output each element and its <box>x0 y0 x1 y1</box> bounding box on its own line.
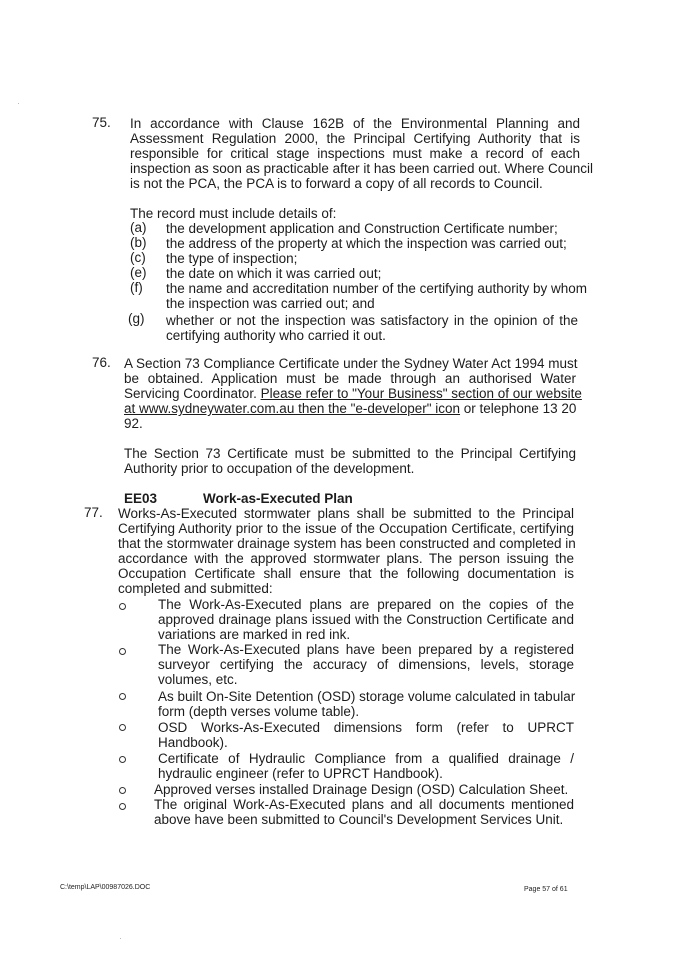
list-item-text: the type of inspection; <box>166 251 298 266</box>
clause-77-line: accordance with the approved stormwater plans. The person issuing the <box>118 551 574 566</box>
clause-number-76: 76. <box>92 355 111 370</box>
condition-code: EE03 <box>124 491 158 506</box>
bullet-item <box>158 597 574 642</box>
list-item-text: the development application and Construction Certificate number; <box>166 221 558 236</box>
list-label: (b) <box>130 235 147 250</box>
clause-75-line: inspection as soon as practicable after it has been carried out. Where Council <box>130 161 594 176</box>
clause-75-line: Assessment Regulation 2000, the Principal Certifying Authority that is <box>130 131 580 146</box>
clause-75-line: is not the PCA, the PCA is to forward a copy of all records to Council. <box>130 176 543 191</box>
bullet-line: volumes, etc. <box>158 672 238 687</box>
scan-speck <box>120 938 121 939</box>
clause-77-line: Works-As-Executed stormwater plans shall be submitted to the Principal <box>118 506 574 521</box>
clause-75-line: responsible for critical stage inspections must make a record of each <box>130 146 580 161</box>
bullet-line: approved drainage plans issued with the Construction Certificate and <box>158 612 574 627</box>
list-item-line: certifying authority who carried it out. <box>166 328 386 343</box>
clause-number-77: 77. <box>84 505 103 520</box>
bullet-line: The original Work-As-Executed plans and all documents mentioned <box>154 797 574 812</box>
bullet-line: The Work-As-Executed plans have been prepared by a registered <box>158 642 574 657</box>
bullet-line: form (depth verses volume table). <box>158 704 360 719</box>
bullet-icon <box>119 756 126 763</box>
clause-76-line: The Section 73 Certificate must be submitted to the Principal Certifying <box>124 446 576 461</box>
bullet-item <box>154 797 574 827</box>
clause-77-line: Occupation Certificate shall ensure that the following documentation is <box>118 566 574 581</box>
bullet-line: As built On-Site Detention (OSD) storage volume calculated in tabular <box>158 689 576 704</box>
list-label: (f) <box>130 280 143 295</box>
bullet-item <box>158 642 574 687</box>
website-reference-link[interactable]: at www.sydneywater.com.au then the "e-developer" icon <box>124 401 461 416</box>
scan-speck <box>18 103 19 104</box>
bullet-line: The Work-As-Executed plans are prepared on the copies of the <box>158 597 574 612</box>
bullet-icon <box>119 803 126 810</box>
bullet-icon <box>119 787 126 794</box>
bullet-item <box>158 720 574 750</box>
clause-76-line <box>124 386 582 401</box>
list-label: (c) <box>130 250 146 265</box>
bullet-icon <box>119 648 126 655</box>
bullet-icon <box>119 724 126 731</box>
bullet-line: variations are marked in red ink. <box>158 627 351 642</box>
section-heading: Work-as-Executed Plan <box>203 491 353 506</box>
bullet-line: hydraulic engineer (refer to UPRCT Handbook). <box>158 766 443 781</box>
clause-76-line: be obtained. Application must be made through an authorised Water <box>124 371 576 386</box>
bullet-line: surveyor certifying the accuracy of dimensions, levels, storage <box>158 657 574 672</box>
list-label: (g) <box>128 311 145 326</box>
list-item-line: the name and accreditation number of the certifying authority by whom <box>166 281 587 296</box>
clause-76-text-segment: or telephone 13 20 <box>460 401 577 416</box>
bullet-item <box>158 751 574 781</box>
bullet-line: above have been submitted to Council's Development Services Unit. <box>154 812 564 827</box>
record-intro: The record must include details of: <box>130 206 337 221</box>
clause-76-line: 92. <box>124 416 143 431</box>
clause-75-text <box>130 116 594 191</box>
clause-76-text <box>124 356 582 431</box>
bullet-line: Handbook). <box>158 735 228 750</box>
bullet-line: Certificate of Hydraulic Compliance from a qualified drainage / <box>158 751 574 766</box>
footer-file-path: C:\temp\LAP\00987026.DOC <box>60 884 151 891</box>
clause-77-line: Certifying Authority prior to the issue of the Occupation Certificate, certifying <box>118 521 574 536</box>
clause-76-text-segment: Servicing Coordinator. <box>124 386 261 401</box>
list-item-line: whether or not the inspection was satisfactory in the opinion of the <box>166 313 578 328</box>
clause-76-line: Authority prior to occupation of the development. <box>124 461 415 476</box>
list-label: (e) <box>130 265 147 280</box>
bullet-icon <box>119 693 126 700</box>
list-item-text: the date on which it was carried out; <box>166 266 382 281</box>
clause-76-paragraph-2 <box>124 446 576 476</box>
list-label: (a) <box>130 220 147 235</box>
clause-76-line <box>124 401 576 416</box>
website-reference-link[interactable]: Please refer to "Your Business" section of our website <box>260 386 582 401</box>
list-item-text: the address of the property at which the inspection was carried out; <box>166 236 567 251</box>
list-item-line: the inspection was carried out; and <box>166 296 375 311</box>
list-item-text <box>166 281 587 311</box>
clause-77-text <box>118 506 574 596</box>
list-item-text <box>166 313 578 343</box>
clause-77-line: that the stormwater drainage system has been constructed and completed in <box>118 536 576 551</box>
bullet-line: Approved verses installed Drainage Design (OSD) Calculation Sheet. <box>154 782 569 797</box>
bullet-line: OSD Works-As-Executed dimensions form (refer to UPRCT <box>158 720 574 735</box>
bullet-item <box>158 689 574 719</box>
clause-77-line: completed and submitted: <box>118 581 273 596</box>
clause-number-75: 75. <box>92 115 111 130</box>
clause-75-line: In accordance with Clause 162B of the Environmental Planning and <box>130 116 580 131</box>
bullet-icon <box>119 603 126 610</box>
footer-page-number: Page 57 of 61 <box>524 886 568 893</box>
clause-76-line: A Section 73 Compliance Certificate under the Sydney Water Act 1994 must <box>124 356 578 371</box>
bullet-item <box>154 782 574 797</box>
